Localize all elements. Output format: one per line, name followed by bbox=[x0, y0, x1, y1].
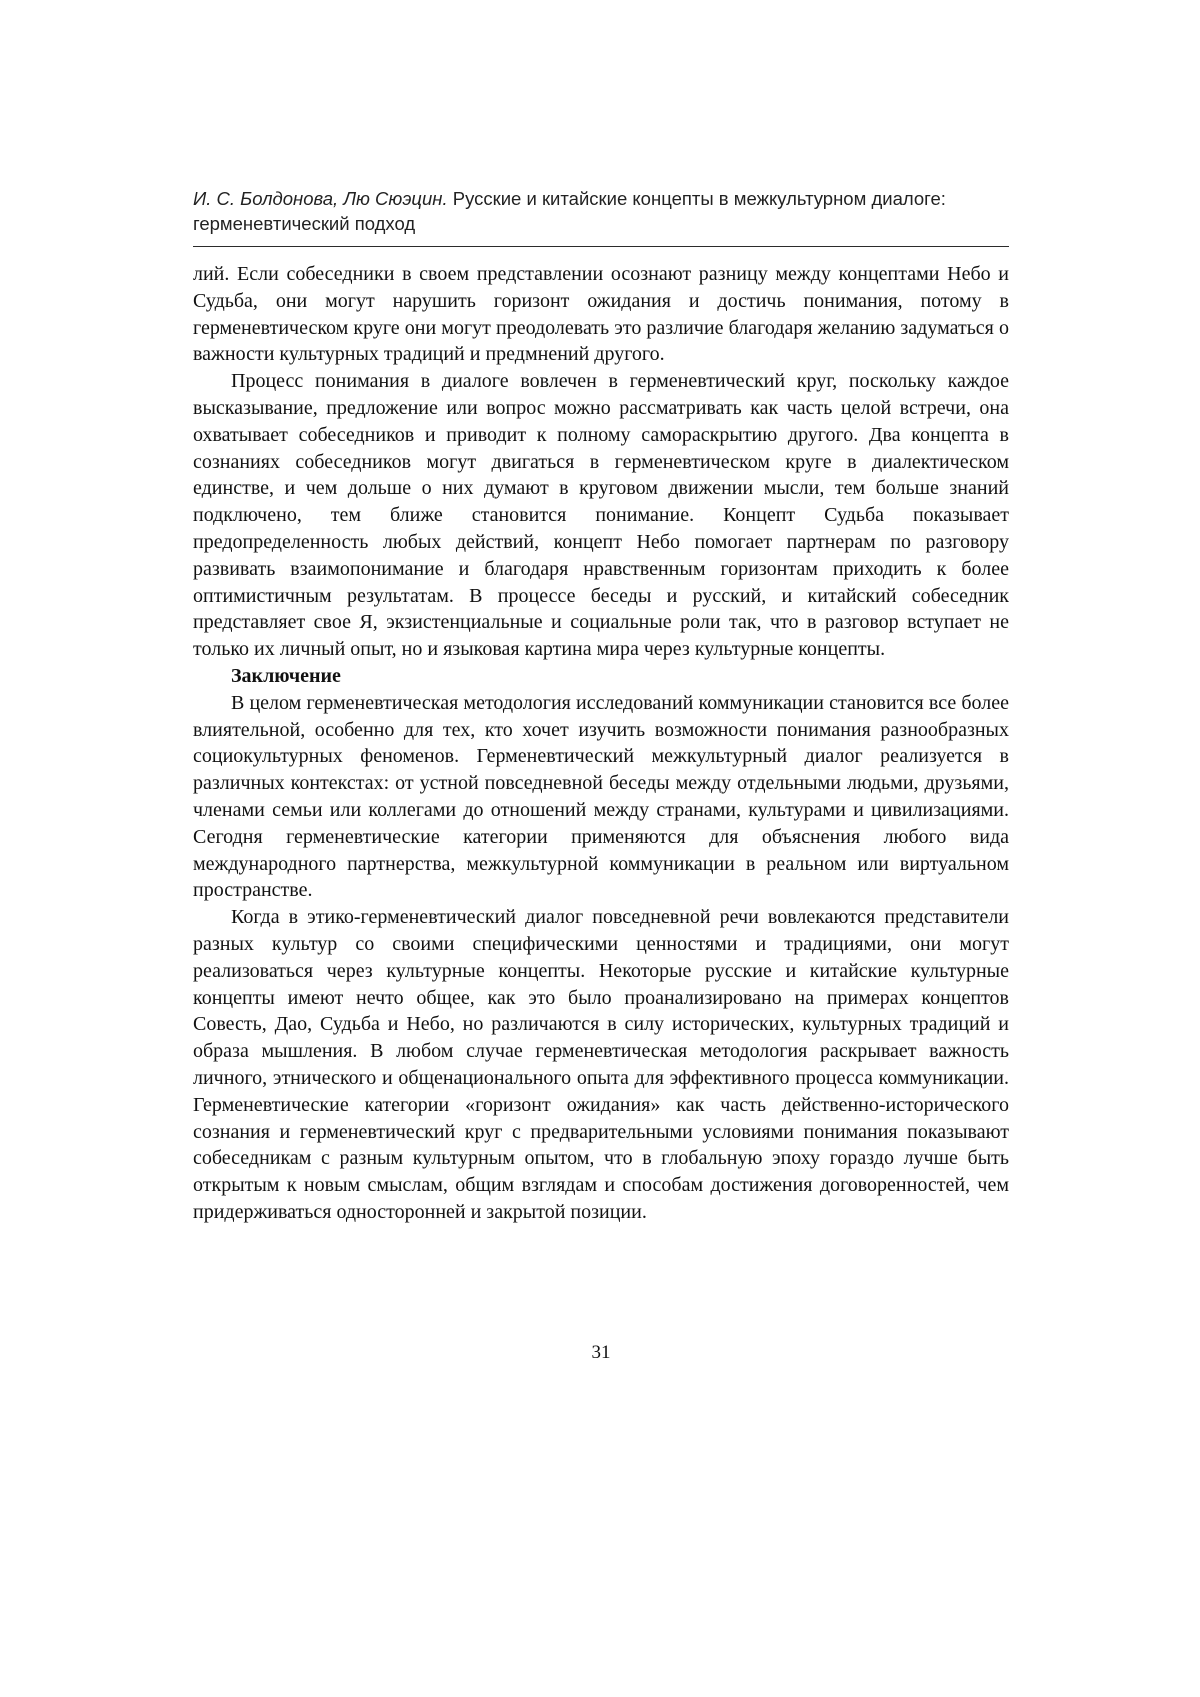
text-column bbox=[193, 186, 1009, 1226]
running-head-authors: И. С. Болдонова, Лю Сюэцин. bbox=[193, 188, 448, 209]
page-number: 31 bbox=[591, 1342, 611, 1363]
article-body bbox=[193, 261, 1009, 1226]
paragraph: В целом герменевтическая методология исследований коммуникации становится все более влиятельной, особенно для тех, кто хочет изучить возможности понимания разнообразных социокультурных феноменов. Герменевтический межкультурный диалог реализуется в различных контекстах: от устной повседневной беседы между отдельными людьми, друзьями, членами семьи или коллегами до отношений между странами, культурами и цивилизациями. Сегодня герменевтические категории применяются для объяснения любого вида международного партнерства, межкультурной коммуникации в реальном или виртуальном пространстве. bbox=[193, 691, 1009, 902]
section-heading-conclusion: Заключение bbox=[231, 664, 341, 687]
paragraph: Процесс понимания в диалоге вовлечен в герменевтический круг, поскольку каждое высказывание, предложение или вопрос можно рассматривать как часть целой встречи, она охватывает собеседников и приводит к полному самораскрытию другого. Два концепта в сознаниях собеседников могут двигаться в герменевтическом круге в диалектическом единстве, и чем дольше о них думают в круговом движении мысли, тем больше знаний подключено, тем ближе становится понимание. Концепт Судьба показывает предопределенность любых действий, концепт Небо помогает партнерам по разговору развивать взаимопонимание и благодаря нравственным горизонтам приходить к более оптимистичным результатам. В процессе беседы и русский, и китайский собеседник представляет свое Я, экзистенциальные и социальные роли так, что в разговор вступает не только их личный опыт, но и языковая картина мира через культурные концепты. bbox=[193, 370, 1009, 661]
header-rule bbox=[193, 246, 1009, 247]
paragraph: Когда в этико-герменевтический диалог повседневной речи вовлекаются представители разных культур со своими специфическими ценностями и традициями, они могут реализоваться через культурные концепты. Некоторые русские и китайские культурные концепты имеют нечто общее, как это было проанализировано на примерах концептов Совесть, Дао, Судьба и Небо, но различаются в силу исторических, культурных традиций и образа мышления. В любом случае герменевтическая методология раскрывает важность личного, этнического и общенационального опыта для эффективного процесса коммуникации. Герменевтические категории «горизонт ожидания» как часть действенно-исторического сознания и герменевтический круг с предварительными условиями понимания показывают собеседникам с разным культурным опытом, что в глобальную эпоху гораздо лучше быть открытым к новым смыслам, общим взглядам и способам достижения договоренностей, чем придерживаться односторонней и закрытой позиции. bbox=[193, 906, 1009, 1223]
paragraph-continuation: лий. Если собеседники в своем представлении осознают разницу между концептами Небо и Судьба, они могут нарушить горизонт ожидания и достичь понимания, потому в герменевтическом круге они могут преодолевать это различие благодаря желанию задуматься о важности культурных традиций и предмнений другого. bbox=[193, 263, 1009, 366]
running-head bbox=[193, 186, 1009, 236]
running-head-title: Русские и китайские концепты в межкультурном диалоге: герменевтический подход bbox=[193, 188, 946, 234]
